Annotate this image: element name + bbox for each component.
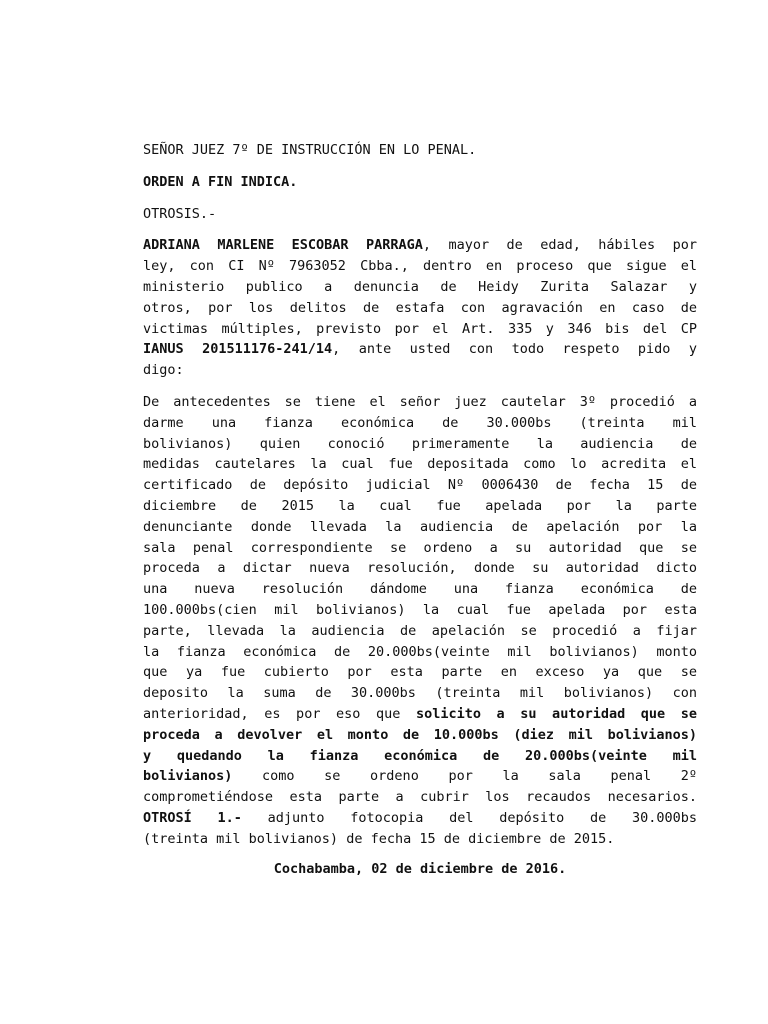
paragraph-line (143, 829, 697, 850)
bold-text-run: proceda a devolver el monto de 10.000bs (diez mil bolivianos) (143, 726, 697, 743)
text-run: anterioridad, es por eso que (143, 705, 416, 722)
text-run: , ante usted con todo respeto pido y (332, 341, 697, 358)
paragraph-line (143, 392, 697, 413)
text-run: que ya fue cubierto por esta parte en exceso ya que se (143, 664, 697, 681)
paragraph-line (143, 517, 697, 538)
text-run: adjunto fotocopia del depósito de 30.000bs (241, 809, 697, 826)
paragraph-line (143, 746, 697, 767)
paragraph-line (143, 662, 697, 683)
text-run: , mayor de edad, hábiles por (422, 237, 697, 254)
text-run: darme una fianza económica de 30.000bs (treinta mil (143, 414, 697, 431)
text-run: ministerio publico a denuncia de Heidy Zurita Salazar y (143, 278, 697, 295)
document-body (143, 140, 697, 879)
text-run: certificado de depósito judicial Nº 0006430 de fecha 15 de (143, 477, 697, 494)
bold-text-run: solicito a su autoridad que se (415, 705, 697, 722)
text-run: (treinta mil bolivianos) de fecha 15 de diciembre de 2015. (143, 830, 615, 847)
text-run: como se ordeno por la sala penal 2º (232, 768, 697, 785)
paragraph-line (143, 454, 697, 475)
paragraph-line (143, 621, 697, 642)
bold-text-run: OTROSÍ 1.- (143, 809, 242, 826)
text-run: deposito la suma de 30.000bs (treinta mil bolivianos) con (143, 685, 697, 702)
paragraph-line (143, 360, 697, 381)
paragraph-line (143, 475, 697, 496)
text-run: 100.000bs(cien mil bolivianos) la cual fue apelada por esta (143, 601, 697, 618)
text-run: sala penal correspondiente se ordeno a su autoridad que se (143, 539, 697, 556)
text-run: bolivianos) quien conoció primeramente la audiencia de (143, 435, 697, 452)
intro-paragraph (143, 235, 697, 381)
paragraph-line (143, 642, 697, 663)
text-run: digo: (143, 362, 184, 379)
paragraph-line (143, 496, 697, 517)
addressee-heading: SEÑOR JUEZ 7º DE INSTRUCCIÓN EN LO PENAL. (143, 142, 477, 158)
bold-text-run: IANUS 201511176-241/14 (143, 341, 333, 358)
paragraph-line (143, 319, 697, 340)
bold-text-run: bolivianos) (143, 768, 233, 785)
bold-text-run: ADRIANA MARLENE ESCOBAR PARRAGA (143, 237, 423, 254)
text-run: una nueva resolución dándome una fianza económica de (143, 581, 697, 598)
text-run: la fianza económica de 20.000bs(veinte mil bolivianos) monto (143, 643, 697, 660)
order-title: ORDEN A FIN INDICA. (143, 173, 298, 190)
bold-text-run: y quedando la fianza económica de 20.000bs(veinte mil (143, 747, 697, 764)
paragraph-line (143, 298, 697, 319)
paragraph-line (143, 235, 697, 256)
paragraph-line (143, 256, 697, 277)
paragraph-line (143, 277, 697, 298)
text-run: ley, con CI Nº 7963052 Cbba., dentro en proceso que sigue el (143, 258, 697, 275)
text-run: proceda a dictar nueva resolución, donde su autoridad dicto (143, 560, 697, 577)
text-run: victimas múltiples, previsto por el Art. 335 y 346 bis del CP (143, 320, 697, 337)
paragraph-line (143, 704, 697, 725)
paragraph-line (143, 339, 697, 360)
otrosis-label: OTROSIS.- (143, 205, 217, 222)
text-run: comprometiéndose esta parte a cubrir los recaudos necesarios. (143, 789, 697, 806)
text-run: medidas cautelares la cual fue depositada como lo acredita el (143, 456, 697, 473)
paragraph-line (143, 787, 697, 808)
paragraph-line (143, 413, 697, 434)
paragraph-line (143, 725, 697, 746)
text-run: otros, por los delitos de estafa con agravación en caso de (143, 299, 697, 316)
text-run: denunciante donde llevada la audiencia de apelación por la (143, 518, 697, 535)
body-paragraph (143, 392, 697, 850)
paragraph-line (143, 538, 697, 559)
paragraph-line (143, 600, 697, 621)
paragraph-line (143, 808, 697, 829)
paragraph-line (143, 558, 697, 579)
paragraph-line (143, 683, 697, 704)
paragraph-line (143, 579, 697, 600)
paragraph-line (143, 434, 697, 455)
text-run: diciembre de 2015 la cual fue apelada por la parte (143, 497, 697, 514)
text-run: De antecedentes se tiene el señor juez cautelar 3º procedió a (143, 393, 697, 410)
closing-date-line: Cochabamba, 02 de diciembre de 2016. (273, 860, 567, 877)
text-run: parte, llevada la audiencia de apelación se procedió a fijar (143, 622, 697, 639)
paragraph-line (143, 766, 697, 787)
